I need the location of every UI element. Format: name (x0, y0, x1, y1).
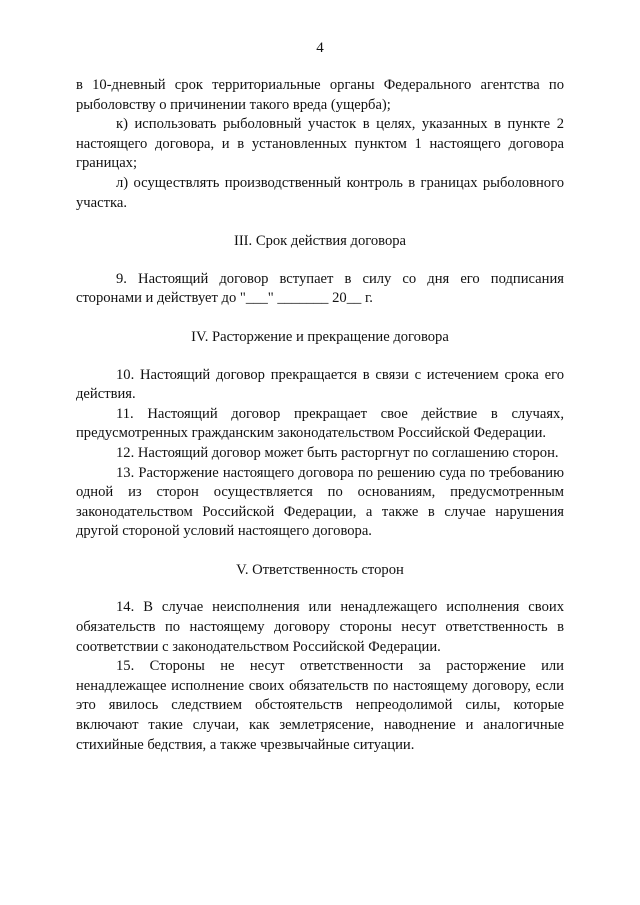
paragraph-item-k: к) использовать рыболовный участок в целях, указанных в пункте 2 настоящего договора, и в установленных пунктом 1 настоящего договора границах; (76, 116, 564, 172)
paragraph-continuation: в 10-дневный срок территориальные органы Федерального агентства по рыболовству о причинении такого вреда (ущерба); (76, 77, 564, 113)
paragraph-item-l: л) осуществлять производственный контроль в границах рыболовного участка. (76, 174, 564, 211)
paragraph-12: 12. Настоящий договор может быть расторгнут по соглашению сторон. (116, 444, 559, 461)
paragraph-9: 9. Настоящий договор вступает в силу со дня его подписания сторонами и действует до "___" _______ 20__ г. (76, 270, 564, 307)
paragraph-11: 11. Настоящий договор прекращает свое действие в случаях, предусмотренных гражданским законодательством Российской Федерации. (76, 405, 564, 442)
paragraph-10: 10. Настоящий договор прекращается в связи с истечением срока его действия. (76, 366, 564, 403)
document-body (76, 76, 564, 755)
paragraph-13: 13. Расторжение настоящего договора по решению суда по требованию одной из сторон осуществляется по основаниям, предусмотренным законодательством Российской Федерации, а также в случае нарушения другой стороной условий настоящего договора. (76, 464, 564, 540)
paragraph-15: 15. Стороны не несут ответственности за расторжение или ненадлежащее исполнение своих обязательств по настоящему договору, если это явилось следствием обстоятельств непреодолимой силы, которые включают такие случаи, как землетрясение, наводнение и аналогичные стихийные бедствия, а также чрезвычайные ситуации. (76, 658, 564, 753)
page-number: 4 (316, 40, 324, 56)
section-heading-5: V. Ответственность сторон (236, 561, 404, 578)
paragraph-14: 14. В случае неисполнения или ненадлежащего исполнения своих обязательств по настоящему договору стороны несут ответственность в соответствии с законодательством Российской Федерации. (76, 599, 564, 655)
section-heading-3: III. Срок действия договора (233, 233, 407, 250)
section-heading-4: IV. Расторжение и прекращение договора (191, 328, 449, 345)
